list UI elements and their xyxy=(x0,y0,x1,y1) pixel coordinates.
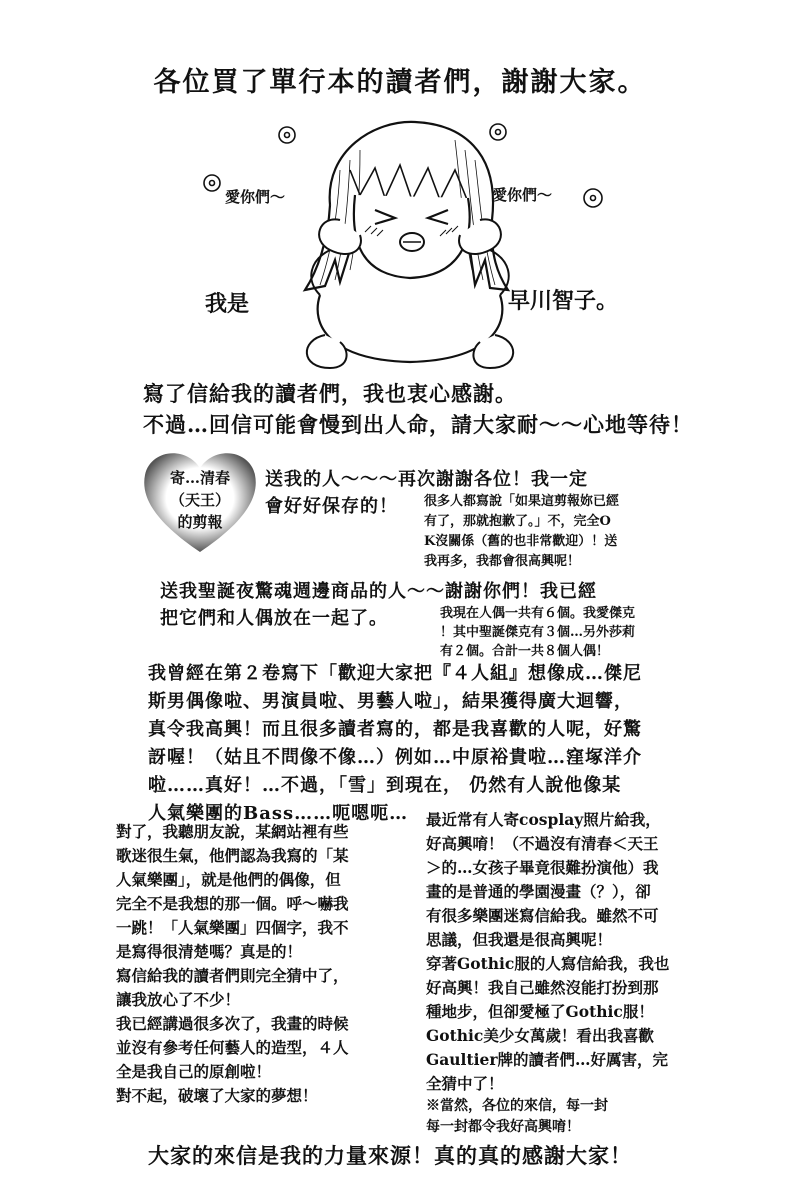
text-line: 有２個。合計一共８個人偶！ xyxy=(440,644,610,659)
author-illustration xyxy=(200,110,620,380)
text-line: Gothic美少女萬歲！看出我喜歡 xyxy=(426,1026,654,1045)
text-line: 每一封都令我好高興唷！ xyxy=(426,1119,580,1135)
text-line: 很多人都寫說「如果這剪報妳已經 xyxy=(424,494,620,509)
text-line: 送我的人～～～再次謝謝各位！我一定 xyxy=(265,469,588,490)
text-line: 完全不是我想的那一個。呼～嚇我 xyxy=(116,894,349,913)
text-line: 好高興！我自己雖然沒能打扮到那 xyxy=(426,978,659,997)
text-line: 全猜中了！ xyxy=(426,1074,504,1093)
text-line: 我已經講過很多次了，我畫的時候 xyxy=(116,1014,349,1033)
volume2-paragraph xyxy=(148,660,642,828)
text-line: 並沒有參考任何藝人的造型，４人 xyxy=(116,1038,349,1057)
text-line: Gaultier牌的讀者們…好厲害，完 xyxy=(426,1050,669,1069)
text-line: 不過…回信可能會慢到出人命，請大家耐～～心地等待！ xyxy=(143,412,693,437)
text-line: 寫了信給我的讀者們，我也衷心感謝。 xyxy=(143,381,517,406)
heart-box-label xyxy=(155,467,245,533)
goods-note xyxy=(440,604,635,661)
text-line: 的剪報 xyxy=(177,513,223,531)
text-line: ※當然，各位的來信，每一封 xyxy=(426,1098,608,1114)
right-column xyxy=(426,808,669,1096)
text-line: K沒關係（舊的也非常歡迎）！送 xyxy=(424,534,618,549)
label-author-name: 早川智子。 xyxy=(508,288,619,314)
text-line: 好高興唷！（不過沒有清春＜天王 xyxy=(426,834,659,853)
text-line: 會好好保存的！ xyxy=(265,496,398,517)
text-line: 人氣樂團」，就是他們的偶像，但 xyxy=(116,870,341,889)
text-line: 對了，我聽朋友說，某網站裡有些 xyxy=(116,822,349,841)
right-column-note xyxy=(426,1096,608,1138)
text-line: 穿著Gothic服的人寫信給我，我也 xyxy=(426,954,670,973)
text-line: 啦……真好！…不過，「雪」到現在， 仍然有人說他像某 xyxy=(148,775,622,796)
letters-thanks xyxy=(143,378,693,440)
text-line: 人氣樂團的Bass……呃嗯呃… xyxy=(148,803,409,824)
text-line: 讓我放心了不少！ xyxy=(116,990,241,1009)
text-line: ＞的…女孩子畢竟很難扮演他）我 xyxy=(426,858,659,877)
text-line: 斯男偶像啦、男演員啦、男藝人啦」，結果獲得廣大迴響， xyxy=(148,691,633,712)
speech-right: 愛你們～ xyxy=(492,186,553,204)
text-line: 我曾經在第２卷寫下「歡迎大家把『４人組』想像成…傑尼 xyxy=(148,663,642,684)
text-line: ！其中聖誕傑克有３個…另外莎莉 xyxy=(440,625,636,640)
text-line: 對不起，破壞了大家的夢想！ xyxy=(116,1086,318,1105)
text-line: 有很多樂團迷寫信給我。雖然不可 xyxy=(426,906,659,925)
text-line: 是寫得很清楚嗎？真是的！ xyxy=(116,942,303,961)
text-line: 寫信給我的讀者們則完全猜中了， xyxy=(116,966,349,985)
text-line: 最近常有人寄cosplay照片給我， xyxy=(426,810,661,829)
text-line: 種地步，但卻愛極了Gothic服！ xyxy=(426,1002,654,1021)
clippings-note xyxy=(424,492,619,572)
text-line: 一跳！「人氣樂團」四個字，我不 xyxy=(116,918,349,937)
text-line: 全是我自己的原創啦！ xyxy=(116,1062,272,1081)
text-line: 有了，那就抱歉了。」不，完全O xyxy=(424,514,611,529)
left-column xyxy=(116,820,349,1108)
text-line: 思議，但我還是很高興呢！ xyxy=(426,930,613,949)
page-title: 各位買了單行本的讀者們，謝謝大家。 xyxy=(153,67,647,98)
text-line: 送我聖誕夜驚魂週邊商品的人～～謝謝你們！我已經 xyxy=(160,581,597,602)
text-line: 畫的是普通的學園漫畫（？），卻 xyxy=(426,882,651,901)
text-line: 訝喔！（姑且不問像不像…）例如…中原裕貴啦…窪塚洋介 xyxy=(148,747,642,768)
text-line: 我現在人偶一共有６個。我愛傑克 xyxy=(440,606,636,621)
text-line: 寄…清春 xyxy=(169,469,230,487)
label-i-am: 我是 xyxy=(205,291,250,317)
speech-left: 愛你們～ xyxy=(225,188,286,206)
closing-line: 大家的來信是我的力量來源！真的真的感謝大家！ xyxy=(148,1143,632,1168)
text-line: （天王） xyxy=(169,491,230,509)
text-line: 真令我高興！而且很多讀者寫的，都是我喜歡的人呢，好驚 xyxy=(148,719,642,740)
text-line: 我再多，我都會很高興呢！ xyxy=(424,554,581,569)
text-line: 把它們和人偶放在一起了。 xyxy=(160,608,388,629)
text-line: 歌迷很生氣，他們認為我寫的「某 xyxy=(116,846,349,865)
